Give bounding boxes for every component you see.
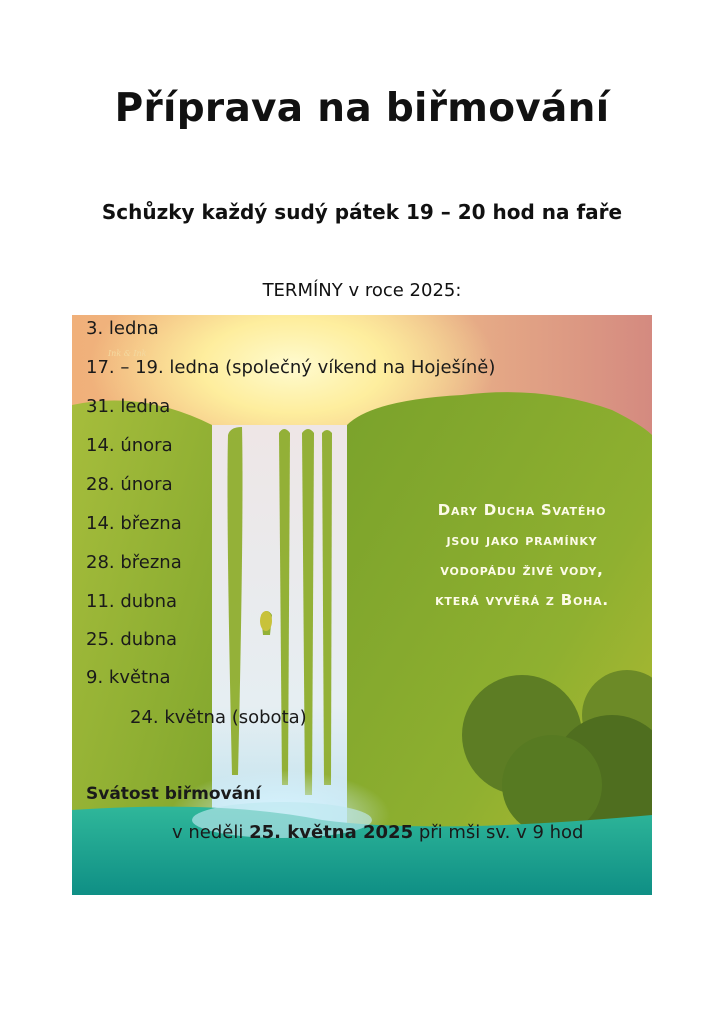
poster-quote (392, 495, 652, 615)
poster-quote-line: vodopádu živé vody, (440, 561, 604, 579)
date-item: 14. února (86, 435, 173, 456)
sacrament-date-line (172, 822, 583, 843)
poster-quote-line: jsou jako pramínky (446, 531, 598, 549)
poster-quote-line: která vyvěrá z Boha. (435, 591, 609, 609)
terms-heading: TERMÍNY v roce 2025: (262, 280, 462, 301)
date-item: 3. ledna (86, 318, 159, 339)
sacrament-date: 25. května 2025 (249, 822, 414, 843)
sacrament-label: Svátost biřmování (86, 784, 262, 804)
date-item: 11. dubna (86, 591, 178, 612)
meeting-schedule: Schůzky každý sudý pátek 19 – 20 hod na faře (101, 200, 623, 224)
date-item: 28. února (86, 474, 173, 495)
date-item: 17. – 19. ledna (společný víkend na Hoješíně) (86, 357, 496, 378)
date-item: 9. května (86, 667, 171, 688)
artist-logo: Ink & Ink (108, 349, 147, 358)
sacrament-suffix: při mši sv. v 9 hod (413, 822, 584, 843)
page-title: Příprava na biřmování (114, 86, 610, 131)
date-item: 25. dubna (86, 629, 178, 650)
sacrament-prefix: v neděli (172, 822, 250, 843)
date-item: 28. března (86, 552, 182, 573)
date-item: 31. ledna (86, 396, 171, 417)
poster-quote-line: Dary Ducha Svatého (437, 501, 607, 519)
date-item: 24. května (sobota) (130, 707, 307, 728)
date-item: 14. března (86, 513, 182, 534)
